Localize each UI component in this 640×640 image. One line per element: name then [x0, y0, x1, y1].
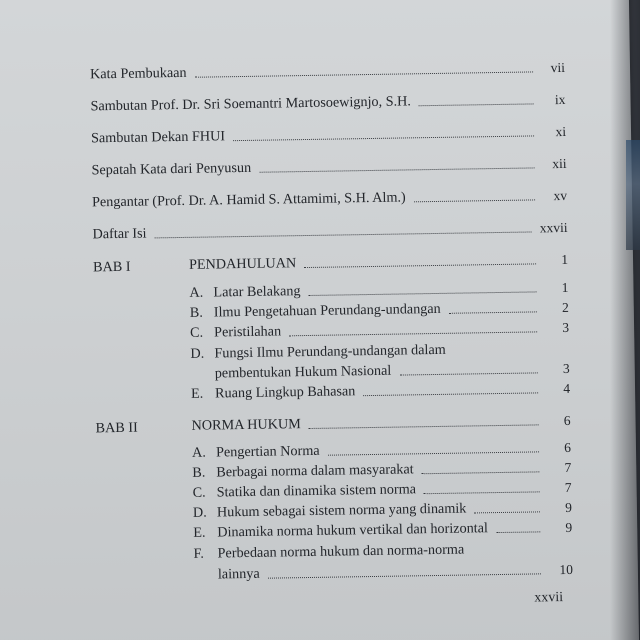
toc-entry-sepatah-kata	[91, 152, 566, 179]
section-letter: F.	[193, 545, 205, 562]
section-label: Hukum sebagai sistem norma yang dinamik	[216, 500, 467, 521]
dot-leader	[259, 167, 534, 172]
section-page: 7	[564, 459, 572, 475]
dot-leader	[414, 199, 535, 202]
entry-label: Daftar Isi	[92, 225, 147, 243]
dot-leader	[304, 263, 536, 268]
section-page: 9	[565, 499, 573, 515]
entry-label: Sepatah Kata dari Penyusun	[91, 159, 252, 179]
chapter-title-row	[189, 248, 568, 274]
toc-entry-sambutan-prof	[90, 88, 565, 115]
chapter-page: 1	[561, 251, 569, 268]
toc-entry-daftar-isi	[92, 216, 567, 243]
toc-entry-kata-pembukaan	[90, 56, 565, 83]
book-spine-edge	[626, 140, 640, 250]
section-page: 2	[561, 299, 569, 316]
section-label: Ilmu Pengetahuan Perundang-undangan	[213, 300, 441, 321]
section-letter: E.	[193, 524, 206, 541]
section-page: 10	[559, 561, 574, 578]
entry-label: Sambutan Prof. Dr. Sri Soemantri Martosoewignjo, S.H.	[90, 93, 412, 115]
dot-leader	[422, 471, 540, 474]
dot-leader	[449, 311, 537, 313]
section-label: Perbedaan norma hukum dan norma-norma	[217, 541, 465, 562]
entry-page: xv	[553, 187, 568, 204]
section-letter: D.	[192, 504, 207, 521]
section-letter: B.	[189, 304, 203, 321]
dot-leader	[309, 424, 539, 429]
dot-leader	[496, 531, 540, 533]
entry-label: Sambutan Dekan FHUI	[90, 128, 226, 147]
entry-label: Kata Pembukaan	[89, 64, 187, 83]
entry-page: xxvii	[539, 219, 568, 236]
section-page: 1	[561, 279, 569, 296]
toc-entry-pengantar	[92, 184, 567, 211]
dot-leader	[233, 135, 534, 141]
dot-leader	[268, 573, 541, 578]
dot-leader	[424, 491, 540, 494]
section-label: Peristilahan	[213, 323, 282, 341]
chapter-title-row	[191, 409, 570, 435]
dot-leader	[309, 291, 537, 296]
section-page: 3	[562, 319, 570, 336]
section-letter: B.	[192, 464, 206, 481]
section-letter: A.	[189, 284, 204, 301]
section-letter: E.	[190, 385, 204, 402]
entry-page: ix	[554, 91, 566, 108]
chapter-number: BAB II	[95, 419, 138, 437]
section-label: Dinamika norma hukum vertikal dan horizontal	[217, 520, 489, 541]
entry-page: xii	[552, 155, 567, 172]
dot-leader	[419, 103, 534, 106]
section-page: 3	[562, 360, 570, 376]
section-label: Pengertian Norma	[215, 442, 320, 461]
dot-leader	[399, 372, 537, 375]
section-letter: A.	[191, 444, 206, 461]
section-label: Fungsi Ilmu Perundang-undangan dalam	[214, 341, 446, 362]
section-page: 7	[564, 479, 572, 495]
dot-leader	[474, 511, 540, 513]
section-letter: D.	[190, 345, 205, 362]
chapter-number: BAB I	[92, 258, 131, 276]
chapter-page: 6	[563, 412, 571, 428]
table-of-contents	[89, 56, 574, 583]
dot-leader	[195, 71, 533, 77]
section-label-continuation: pembentukan Hukum Nasional	[214, 362, 392, 382]
entry-page: xi	[555, 123, 567, 140]
page-edge-shadow	[610, 0, 640, 640]
section-page: 6	[564, 439, 572, 455]
section-page: 9	[565, 519, 573, 535]
entry-label: Pengantar (Prof. Dr. A. Hamid S. Attamimi, S.H. Alm.)	[91, 189, 406, 211]
section-label: Statika dan dinamika sistem norma	[216, 481, 417, 501]
page-number-footer: xxvii	[534, 590, 564, 606]
section-letter: C.	[189, 324, 204, 341]
dot-leader	[155, 231, 532, 238]
dot-leader	[289, 331, 537, 336]
entry-page: vii	[550, 59, 566, 76]
section-letter: C.	[192, 484, 206, 501]
chapter-title: NORMA HUKUM	[191, 416, 301, 434]
section-page: 4	[563, 380, 571, 396]
dot-leader	[328, 451, 539, 455]
chapter-title: PENDAHULUAN	[188, 255, 297, 273]
section-label-continuation: lainnya	[217, 565, 260, 583]
bleed-through-text	[73, 0, 560, 56]
dot-leader	[363, 392, 538, 396]
section-label: Berbagai norma dalam masyarakat	[216, 461, 414, 481]
toc-entry-sambutan-dekan	[91, 120, 566, 147]
section-label: Ruang Lingkup Bahasan	[214, 383, 356, 402]
section-label: Latar Belakang	[213, 283, 301, 301]
